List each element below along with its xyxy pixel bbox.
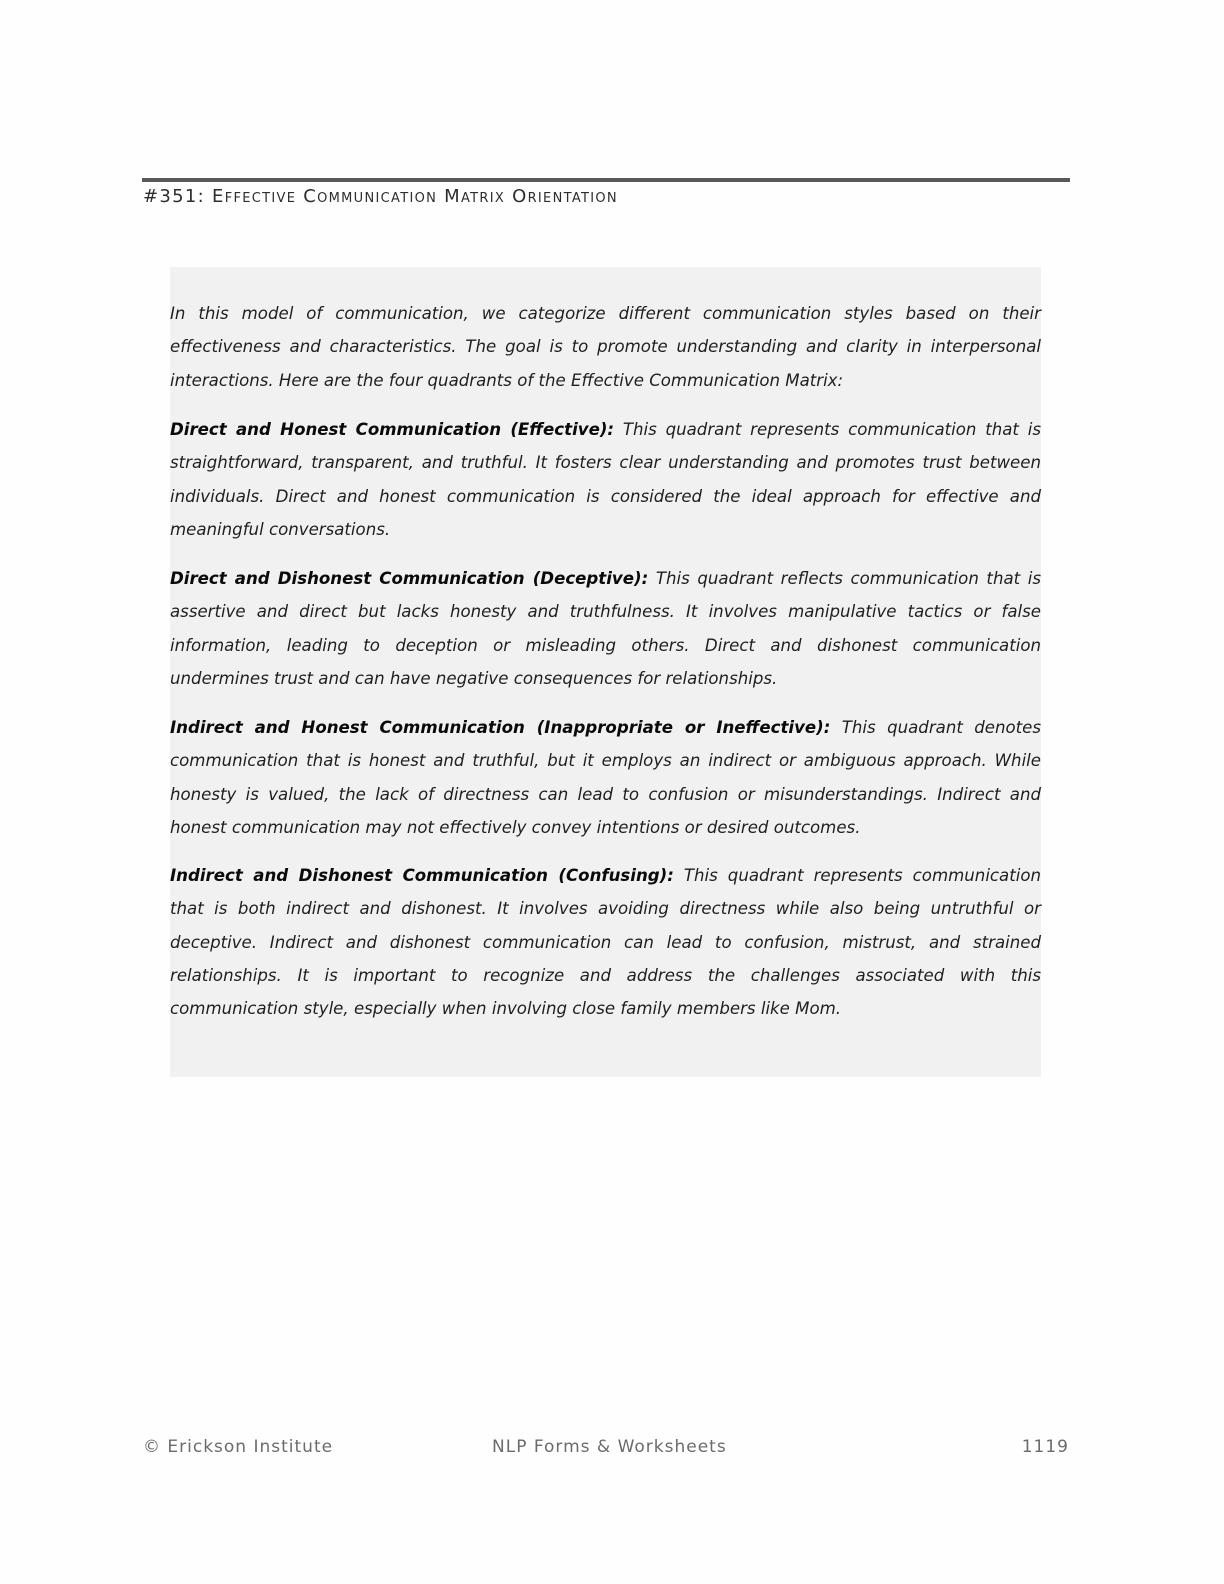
quadrant-term: Indirect and Dishonest Communication (Confusing):	[170, 866, 674, 885]
header-rule	[142, 178, 1070, 182]
quadrant-paragraph-indirect-dishonest	[170, 859, 1041, 1025]
quadrant-term: Indirect and Honest Communication (Inappropriate or Ineffective):	[170, 718, 831, 737]
quadrant-term: Direct and Honest Communication (Effective):	[170, 420, 615, 439]
quadrant-description: This quadrant represents communication that is straightforward, transparent, and truthful. It fosters clear understanding and promotes trust between individuals. Direct and honest communication is considered the ideal approach for effective and meaningful conversations.	[170, 420, 1041, 539]
footer-copyright: © Erickson Institute	[143, 1437, 334, 1457]
quadrant-paragraph-direct-honest	[170, 413, 1041, 546]
footer-publication: NLP Forms & Worksheets	[492, 1437, 727, 1457]
quadrant-paragraph-indirect-honest	[170, 711, 1041, 844]
quadrant-paragraph-direct-dishonest	[170, 562, 1041, 695]
page-title: #351: Effective Communication Matrix Orientation	[143, 186, 618, 207]
quadrant-description: This quadrant reflects communication that is assertive and direct but lacks honesty and truthfulness. It involves manipulative tactics or false information, leading to deception or misleading others. Direct and dishonest communication undermines trust and can have negative consequences for relationships.	[170, 569, 1041, 688]
quadrant-term: Direct and Dishonest Communication (Deceptive):	[170, 569, 649, 588]
intro-paragraph: In this model of communication, we categorize different communication styles based on their effectiveness and characteristics. The goal is to promote understanding and clarity in interpersonal interactions. Here are the four quadrants of the Effective Communication Matrix:	[170, 304, 1041, 390]
quadrant-description: This quadrant denotes communication that is honest and truthful, but it employs an indirect or ambiguous approach. While honesty is valued, the lack of directness can lead to confusion or misunderstandings. Indirect and honest communication may not effectively convey intentions or desired outcomes.	[170, 718, 1041, 837]
quadrant-description: This quadrant represents communication that is both indirect and dishonest. It involves avoiding directness while also being untruthful or deceptive. Indirect and dishonest communication can lead to confusion, mistrust, and strained relationships. It is important to recognize and address the challenges associated with this communication style, especially when involving close family members like Mom.	[170, 866, 1042, 1019]
footer-page-number: 1119	[1021, 1437, 1069, 1457]
